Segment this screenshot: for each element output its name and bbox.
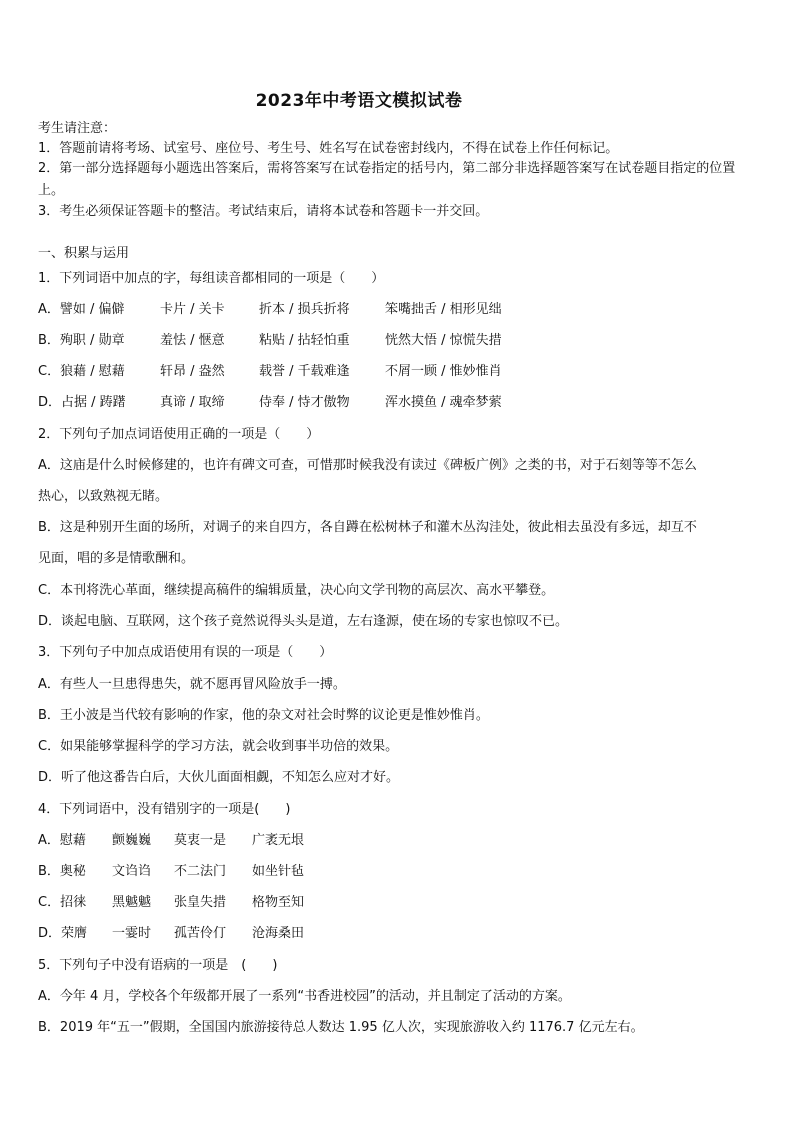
notice-item: 1．答题前请将考场、试室号、座位号、考生号、姓名写在试卷密封线内，不得在试卷上作任何标记。 xyxy=(38,141,619,156)
option-cell: B．殉职 / 勋章 xyxy=(38,333,125,348)
option-row[interactable] xyxy=(38,333,502,349)
option-text[interactable]: D．听了他这番告白后，大伙儿面面相觑，不知怎么应对才好。 xyxy=(38,770,400,785)
question-stem: 4．下列词语中，没有错别字的一项是( ) xyxy=(38,802,291,817)
option-cell: C．狼藉 / 慰藉 xyxy=(38,364,125,379)
option-text[interactable]: B．这是种别开生面的场所，对调子的来自四方，各自蹲在松树林子和灌木丛沟洼处，彼此相去虽没有多远，却互不 xyxy=(38,520,697,535)
option-cell: B．奥秘 xyxy=(38,864,86,879)
option-cell: D．占据 / 踌躇 xyxy=(38,395,126,410)
option-text[interactable]: A．今年 4 月，学校各个年级都开展了一系列“书香进校园”的活动，并且制定了活动的方案。 xyxy=(38,989,571,1004)
option-cell: 颤巍巍 xyxy=(112,833,152,848)
option-text: 热心，以致熟视无睹。 xyxy=(38,489,169,504)
option-cell: 文诌诌 xyxy=(112,864,152,879)
option-cell: A．譬如 / 偏僻 xyxy=(38,302,125,317)
option-cell: 广袤无垠 xyxy=(252,833,305,848)
option-cell: 不屑一顾 / 惟妙惟肖 xyxy=(385,364,502,379)
option-row[interactable] xyxy=(38,302,502,318)
option-cell: 羞怯 / 惬意 xyxy=(160,333,225,348)
notice-item: 2．第一部分选择题每小题选出答案后，需将答案写在试卷指定的括号内，第二部分非选择题答案写在试卷题目指定的位置上。 xyxy=(38,161,736,198)
option-cell: 浑水摸鱼 / 魂牵梦萦 xyxy=(385,395,502,410)
option-cell: 如坐针毡 xyxy=(252,864,305,879)
option-text[interactable]: C．本刊将洗心革面，继续提高稿件的编辑质量，决心向文学刊物的高层次、高水平攀登。 xyxy=(38,583,555,598)
notice-item: 3．考生必须保证答题卡的整洁。考试结束后，请将本试卷和答题卡一并交回。 xyxy=(38,204,489,219)
option-row[interactable] xyxy=(38,926,304,942)
option-cell: 笨嘴拙舌 / 相形见绌 xyxy=(385,302,502,317)
option-cell: A．慰藉 xyxy=(38,833,86,848)
option-cell: D．荣膺 xyxy=(38,926,88,941)
notice-heading: 考生请注意： xyxy=(38,121,117,136)
section-heading: 一、积累与运用 xyxy=(38,246,130,261)
option-cell: 粘贴 / 拈轻怕重 xyxy=(259,333,350,348)
option-cell: 莫衷一是 xyxy=(174,833,227,848)
option-row[interactable] xyxy=(38,395,502,411)
option-row[interactable] xyxy=(38,833,304,849)
option-cell: 黑魆魆 xyxy=(112,895,152,910)
option-cell: 一霎时 xyxy=(112,926,152,941)
page-title: 2023年中考语文模拟试卷 xyxy=(255,91,463,111)
question-stem: 3．下列句子中加点成语使用有误的一项是（ ） xyxy=(38,645,333,660)
option-cell: 卡片 / 关卡 xyxy=(160,302,225,317)
option-cell: 张皇失措 xyxy=(174,895,227,910)
option-cell: 轩昂 / 盎然 xyxy=(160,364,225,379)
option-cell: 沧海桑田 xyxy=(252,926,305,941)
option-cell: 孤苦伶仃 xyxy=(174,926,227,941)
question-stem: 5．下列句子中没有语病的一项是 ( ) xyxy=(38,958,278,973)
option-text[interactable]: B．2019 年“五一”假期，全国国内旅游接待总人数达 1.95 亿人次，实现旅游收入约 1176.7 亿元左右。 xyxy=(38,1020,644,1035)
option-row[interactable] xyxy=(38,364,502,380)
option-text[interactable]: B．王小波是当代较有影响的作家，他的杂文对社会时弊的议论更是惟妙惟肖。 xyxy=(38,708,489,723)
question-stem: 2．下列句子加点词语使用正确的一项是（ ） xyxy=(38,427,320,442)
option-row[interactable] xyxy=(38,864,304,880)
option-cell: 恍然大悟 / 惊慌失措 xyxy=(385,333,502,348)
option-text[interactable]: A．有些人一旦患得患失，就不愿再冒风险放手一搏。 xyxy=(38,677,346,692)
option-text[interactable]: D．谈起电脑、互联网，这个孩子竟然说得头头是道，左右逢源，使在场的专家也惊叹不已。 xyxy=(38,614,569,629)
option-cell: 格物至知 xyxy=(252,895,305,910)
option-cell: C．招徕 xyxy=(38,895,87,910)
option-text[interactable]: A．这庙是什么时候修建的，也许有碑文可查，可惜那时候我没有读过《碑板广例》之类的书，对于石刻等等不怎么 xyxy=(38,458,697,473)
option-text: 见面，唱的多是情歌酬和。 xyxy=(38,551,195,566)
option-cell: 真谛 / 取缔 xyxy=(160,395,225,410)
option-cell: 折本 / 损兵折将 xyxy=(259,302,350,317)
option-cell: 不二法门 xyxy=(174,864,227,879)
option-row[interactable] xyxy=(38,895,304,911)
option-text[interactable]: C．如果能够掌握科学的学习方法，就会收到事半功倍的效果。 xyxy=(38,739,399,754)
question-stem: 1．下列词语中加点的字，每组读音都相同的一项是（ ） xyxy=(38,271,385,286)
option-cell: 侍奉 / 恃才傲物 xyxy=(259,395,350,410)
option-cell: 载誉 / 千载难逢 xyxy=(259,364,350,379)
